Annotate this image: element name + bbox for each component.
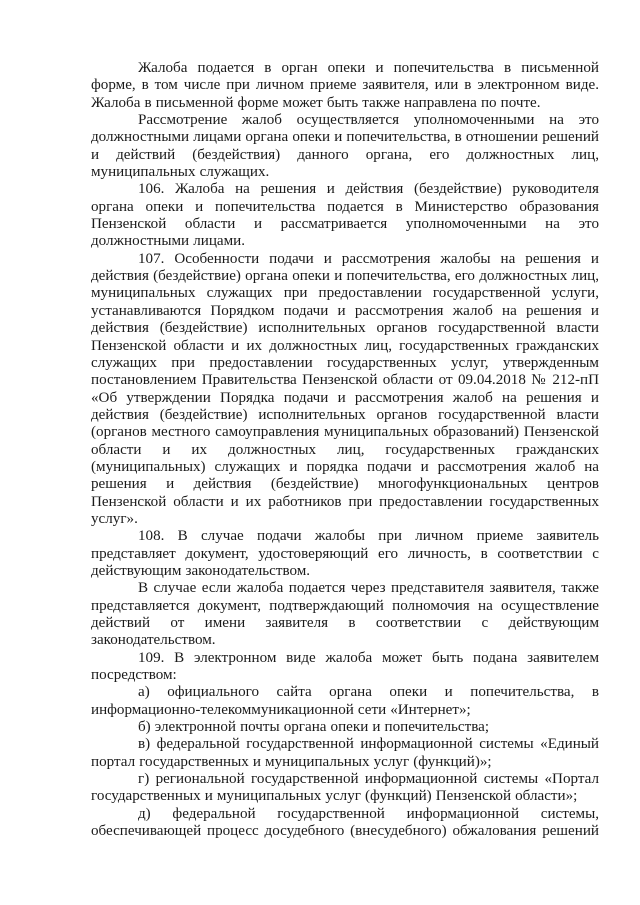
paragraph-108: 108. В случае подачи жалобы при личном приеме заявитель представляет документ, удостоверяющий его личность, в соответствии с действующим законодательством. [91, 528, 599, 579]
paragraph-representative: В случае если жалоба подается через представителя заявителя, также представляется документ, подтверждающий полномочия на осуществление действий от имени заявителя в соответствии с действующим законодательством. [91, 580, 599, 649]
list-item-v: в) федеральной государственной информационной системы «Единый портал государственных и муниципальных услуг (функций)»; [91, 736, 599, 770]
paragraph-109: 109. В электронном виде жалоба может быть подана заявителем посредством: [91, 649, 599, 684]
paragraph-complaint-review: Рассмотрение жалоб осуществляется уполномоченными на это должностными лицами органа опеки и попечительства, в отношении решений и действий (бездействия) данного органа, его должностных лиц, муниципальных служащих. [91, 112, 599, 181]
document-page [91, 60, 599, 840]
paragraph-107: 107. Особенности подачи и рассмотрения жалобы на решения и действия (бездействие) органа опеки и попечительства, его должностных лиц, муниципальных служащих при предоставлении государственной услуги, устанавливаются Порядком подачи и рассмотрения жалоб на решения и действия (бездействие) исполнительных органов государственной власти Пензенской области и их должностных лиц, государственных гражданских служащих при предоставлении государственных услуг, утвержденным постановлением Правительства Пензенской области от 09.04.2018 № 212-пП «Об утверждении Порядка подачи и рассмотрения жалоб на решения и действия (бездействие) исполнительных органов государственной власти (органов местного самоуправления муниципальных образований) Пензенской области и их должностных лиц, государственных гражданских (муниципальных) служащих и порядка подачи и рассмотрения жалоб на решения и действия (бездействие) многофункциональных центров Пензенской области и их работников при предоставлении государственных услуг». [91, 250, 599, 527]
paragraph-106: 106. Жалоба на решения и действия (бездействие) руководителя органа опеки и попечительства подается в Министерство образования Пензенской области и рассматривается уполномоченными на это должностными лицами. [91, 181, 599, 250]
list-item-b: б) электронной почты органа опеки и попечительства; [138, 719, 490, 736]
list-item-g: г) региональной государственной информационной системы «Портал государственных и муниципальных услуг (функций) Пензенской области»; [91, 771, 599, 805]
list-item-d: д) федеральной государственной информационной системы, обеспечивающей процесс досудебного (внесудебного) обжалования решений [91, 805, 599, 840]
list-item-a: а) официального сайта органа опеки и попечительства, в информационно-телекоммуникационной сети «Интернет»; [91, 684, 599, 718]
paragraph-complaint-form: Жалоба подается в орган опеки и попечительства в письменной форме, в том числе при личном приеме заявителя, или в электронном виде. Жалоба в письменной форме может быть также направлена по почте. [91, 60, 599, 111]
